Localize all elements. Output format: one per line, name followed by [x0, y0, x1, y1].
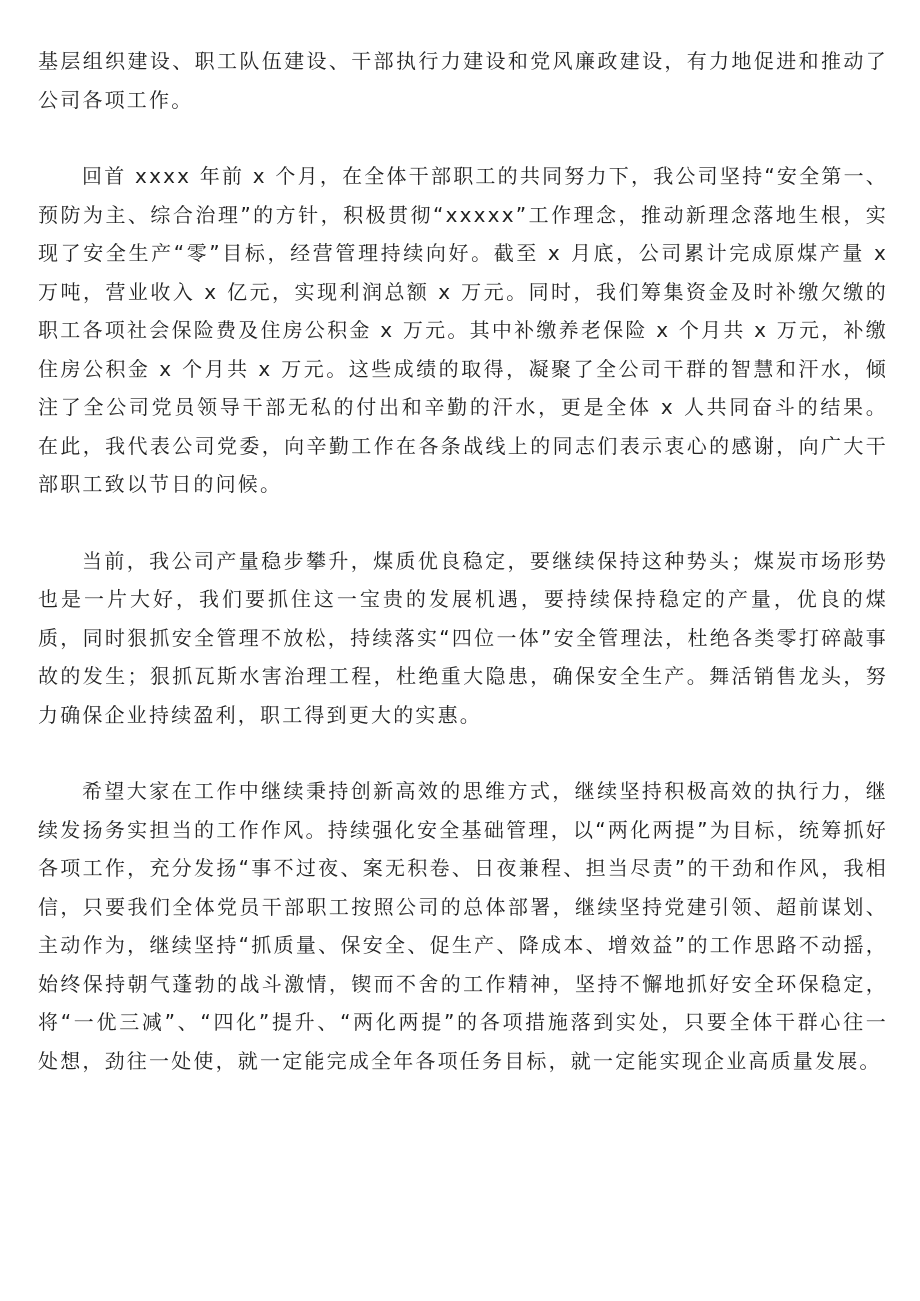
- document-body: [38, 42, 888, 1080]
- paragraph-continuation: 基层组织建设、职工队伍建设、干部执行力建设和党风廉政建设，有力地促进和推动了公司各项工作。: [38, 49, 888, 112]
- paragraph-current-situation: 当前，我公司产量稳步攀升，煤质优良稳定，要继续保持这种势头；煤炭市场形势也是一片大好，我们要抓住这一宝贵的发展机遇，要持续保持稳定的产量，优良的煤质，同时狠抓安全管理不放松，持续落实“四位一体”安全管理法，杜绝各类零打碎敲事故的发生；狠抓瓦斯水害治理工程，杜绝重大隐患，确保安全生产。舞活销售龙头，努力确保企业持续盈利，职工得到更大的实惠。: [38, 548, 888, 727]
- paragraph-achievements: 回首 xxxx 年前 x 个月，在全体干部职工的共同努力下，我公司坚持“安全第一、预防为主、综合治理”的方针，积极贯彻“xxxxx”工作理念，推动新理念落地生根，实现了安全生产“零”目标，经营管理持续向好。截至 x 月底，公司累计完成原煤产量 x 万吨，营业收入 x 亿元，实现利润总额 x 万元。同时，我们筹集资金及时补缴欠缴的职工各项社会保险费及住房公积金 x 万元。其中补缴养老保险 x 个月共 x 万元，补缴住房公积金 x 个月共 x 万元。这些成绩的取得，凝聚了全公司干群的智慧和汗水，倾注了全公司党员领导干部无私的付出和辛勤的汗水，更是全体 x 人共同奋斗的结果。在此，我代表公司党委，向辛勤工作在各条战线上的同志们表示衷心的感谢，向广大干部职工致以节日的问候。: [38, 164, 888, 496]
- paragraph-expectations: 希望大家在工作中继续秉持创新高效的思维方式，继续坚持积极高效的执行力，继续发扬务实担当的工作作风。持续强化安全基础管理，以“两化两提”为目标，统筹抓好各项工作，充分发扬“事不过夜、案无积卷、日夜兼程、担当尽责”的干劲和作风，我相信，只要我们全体党员干部职工按照公司的总体部署，继续坚持党建引领、超前谋划、主动作为，继续坚持“抓质量、保安全、促生产、降成本、增效益”的工作思路不动摇，始终保持朝气蓬勃的战斗激情，锲而不舍的工作精神，坚持不懈地抓好安全环保稳定，将“一优三减”、“四化”提升、“两化两提”的各项措施落到实处，只要全体干群心往一处想，劲往一处使，就一定能完成全年各项任务目标，就一定能实现企业高质量发展。: [38, 779, 888, 1073]
